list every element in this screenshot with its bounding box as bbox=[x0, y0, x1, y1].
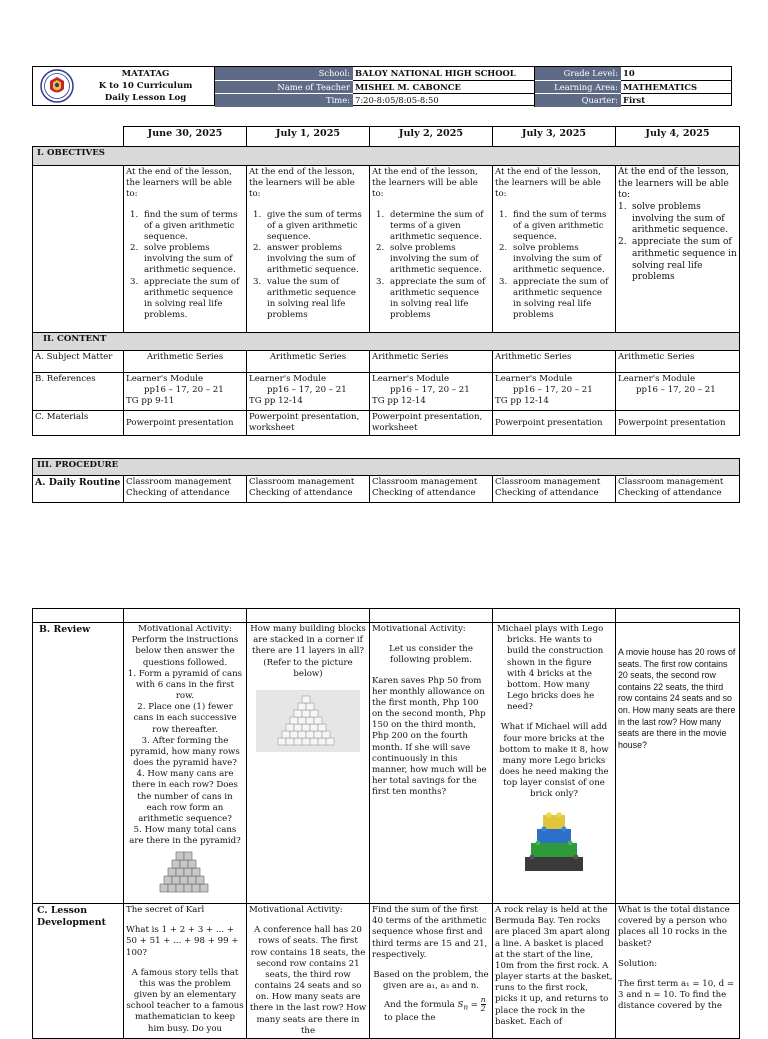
date-col-1: June 30, 2025 bbox=[124, 127, 247, 147]
list-item: 2. appreciate the sum of arithmetic sequence in solving real life problems bbox=[618, 237, 737, 283]
list-item: 2. solve problems involving the sum of arithmetic sequence. bbox=[499, 243, 605, 276]
lesson-cell-1: The secret of Karl What is 1 + 2 + 3 + ... + 50 + 51 + ... + 98 + 99 + 100? A famous story tells that this was the problem given by an elementary school teacher to a famous mathematician to keep him busy. Do you bbox=[124, 904, 247, 1039]
objectives-intro: At the end of the lesson, the learners will be able to: bbox=[126, 167, 232, 200]
objectives-intro: At the end of the lesson, the learners will be able to: bbox=[618, 167, 729, 201]
subject-cell: Arithmetic Series bbox=[493, 351, 616, 373]
grade-level-label: Grade Level: bbox=[535, 67, 621, 81]
objectives-cell-4 bbox=[493, 166, 616, 333]
stacked-blocks-image-icon bbox=[256, 690, 360, 752]
subject-cell: Arithmetic Series bbox=[247, 351, 370, 373]
subject-cell: Arithmetic Series bbox=[370, 351, 493, 373]
list-item: 1. find the sum of terms of a given arithmetic sequence. bbox=[130, 209, 238, 242]
references-label: B. References bbox=[33, 373, 124, 411]
routine-cell: Classroom management Checking of attendance bbox=[370, 476, 493, 503]
reference-cell: Learner's Module pp16 – 17, 20 – 21 TG pp 9-11 bbox=[124, 373, 247, 411]
objectives-row bbox=[33, 166, 740, 333]
references-row bbox=[33, 373, 740, 411]
materials-label: C. Materials bbox=[33, 411, 124, 436]
reference-cell: Learner's Module pp16 – 17, 20 – 21 TG pp 12-14 bbox=[493, 373, 616, 411]
header-info-grid bbox=[215, 67, 731, 105]
can-pyramid-image-icon bbox=[156, 851, 214, 893]
procedure-heading: III. PROCEDURE bbox=[33, 459, 740, 476]
date-col-5: July 4, 2025 bbox=[616, 127, 740, 147]
list-item: 1. solve problems involving the sum of arithmetic sequence. bbox=[618, 202, 729, 236]
review-cell-3: Motivational Activity: Let us consider the following problem. Karen saves Php 50 from her monthly allowance on the first month, Php 100 on the second month, Php 150 on the third month, Php 200 on the fourth month. If she will save continuously in this manner, how much will be her total savings for the first ten months? bbox=[370, 623, 493, 904]
learning-area-label: Learning Area: bbox=[535, 81, 621, 95]
learning-area-value: MATHEMATICS bbox=[621, 81, 731, 95]
list-item: 3. appreciate the sum of arithmetic sequence in solving real life problems. bbox=[130, 276, 240, 321]
date-col-4: July 3, 2025 bbox=[493, 127, 616, 147]
subject-cell: Arithmetic Series bbox=[616, 351, 740, 373]
date-col-3: July 2, 2025 bbox=[370, 127, 493, 147]
materials-cell: Powerpoint presentation, worksheet bbox=[247, 411, 370, 436]
header-title-line-1: MATATAG bbox=[121, 69, 170, 79]
header-title-cell bbox=[33, 67, 215, 105]
list-item: 3. appreciate the sum of arithmetic sequence in solving real life problems bbox=[499, 276, 609, 321]
objectives-cell-3 bbox=[370, 166, 493, 333]
review-cell-5: A movie house has 20 rows of seats. The first row contains 20 seats, the second row contains 22 seats, the third row contains 24 seats and so on. How many seats are there in the last row? How many seats are there in the movie house? bbox=[616, 623, 740, 904]
materials-cell: Powerpoint presentation bbox=[616, 411, 740, 436]
date-header-row bbox=[33, 127, 740, 147]
review-label: B. Review bbox=[33, 623, 124, 904]
header-title bbox=[77, 68, 214, 104]
procedure-continued-table bbox=[32, 608, 740, 1039]
routine-cell: Classroom management Checking of attendance bbox=[493, 476, 616, 503]
school-label: School: bbox=[215, 67, 353, 81]
lesson-cell-2: Motivational Activity: A conference hall has 20 rows of seats. The first row contains 18 seats, the second row contains 21 seats, the third row contains 24 seats and so on. How many seats are there in the last row? How many seats are there in the bbox=[247, 904, 370, 1039]
objectives-intro: At the end of the lesson, the learners will be able to: bbox=[249, 167, 355, 200]
lesson-cell-4: A rock relay is held at the Bermuda Bay. Ten rocks are placed 3m apart along a line. A basket is placed at the start of the line, 10m from the first rock. A player starts at the basket, runs to the first rock, picks it up, and returns to place the rock in the basket. Each of bbox=[493, 904, 616, 1039]
list-item: 2. solve problems involving the sum of arithmetic sequence. bbox=[376, 243, 482, 276]
materials-cell: Powerpoint presentation, worksheet bbox=[370, 411, 493, 436]
routine-cell: Classroom management Checking of attendance bbox=[247, 476, 370, 503]
objectives-cell-5 bbox=[616, 166, 740, 333]
list-item: 1. find the sum of terms of a given arithmetic sequence. bbox=[499, 209, 607, 242]
review-row bbox=[33, 623, 740, 904]
daily-routine-row bbox=[33, 476, 740, 503]
materials-cell: Powerpoint presentation bbox=[493, 411, 616, 436]
review-cell-1: Motivational Activity: Perform the instructions below then answer the questions followed. 1. Form a pyramid of cans with 6 cans in the first row. 2. Place one (1) fewer cans in each successive row thereafter. 3. After forming the pyramid, how many rows does the pyramid have? 4. How many cans are there in each row? Does the number of cans in each row form an arithmetic sequence? 5. How many total cans are there in the pyramid? bbox=[124, 623, 247, 904]
routine-cell: Classroom management Checking of attendance bbox=[124, 476, 247, 503]
objectives-intro: At the end of the lesson, the learners will be able to: bbox=[495, 167, 601, 200]
deped-seal-icon bbox=[37, 69, 77, 103]
header-title-line-2: K to 10 Curriculum bbox=[98, 81, 193, 91]
reference-cell: Learner's Module pp16 – 17, 20 – 21 bbox=[616, 373, 740, 411]
objectives-intro: At the end of the lesson, the learners will be able to: bbox=[372, 167, 478, 200]
subject-matter-row bbox=[33, 351, 740, 373]
objectives-heading: I. OBECTIVES bbox=[33, 147, 740, 166]
daily-routine-label: A. Daily Routine bbox=[33, 476, 124, 503]
teacher-label: Name of Teacher bbox=[215, 81, 353, 95]
review-cell-4: Michael plays with Lego bricks. He wants to build the construction shown in the figure with 4 bricks at the bottom. How many Lego bricks does he need? What if Michael will add four more bricks at the bottom to make it 8, how many more Lego bricks does he need making the top layer consist of one brick only? bbox=[493, 623, 616, 904]
lesson-development-row bbox=[33, 904, 740, 1039]
list-item: 1. give the sum of terms of a given arithmetic sequence. bbox=[253, 209, 362, 242]
objectives-cell-1 bbox=[124, 166, 247, 333]
date-col-2: July 1, 2025 bbox=[247, 127, 370, 147]
quarter-label: Quarter: bbox=[535, 94, 621, 107]
list-item: 2. solve problems involving the sum of arithmetic sequence. bbox=[130, 243, 236, 276]
procedure-table bbox=[32, 458, 740, 503]
lesson-cell-5: What is the total distance covered by a person who places all 10 rocks in the basket? Solution: The first term a₁ = 10, d = 3 and n = 10. To find the distance covered by the bbox=[616, 904, 740, 1039]
reference-cell: Learner's Module pp16 – 17, 20 – 21 TG pp 12-14 bbox=[247, 373, 370, 411]
routine-cell: Classroom management Checking of attendance bbox=[616, 476, 740, 503]
lego-tower-image-icon bbox=[523, 809, 585, 875]
time-label: Time: bbox=[215, 94, 353, 107]
teacher-value: MISHEL M. CABONCE bbox=[353, 81, 535, 95]
list-item: 3. value the sum of arithmetic sequence in solving real life problems bbox=[253, 276, 357, 321]
lesson-log-table-top bbox=[32, 126, 740, 436]
formula-fraction: $\frac{n}{2}$ bbox=[480, 995, 486, 1014]
time-value: 7:20-8:05/8:05-8:50 bbox=[353, 94, 535, 107]
header-block bbox=[32, 66, 732, 106]
lesson-development-label: C. Lesson Development bbox=[33, 904, 124, 1039]
list-item: 1. determine the sum of terms of a given arithmetic sequence. bbox=[376, 209, 484, 242]
subject-cell: Arithmetic Series bbox=[124, 351, 247, 373]
list-item: 2. answer problems involving the sum of arithmetic sequence. bbox=[253, 243, 359, 276]
header-title-line-3: Daily Lesson Log bbox=[104, 93, 187, 103]
school-value: BALOY NATIONAL HIGH SCHOOL bbox=[353, 67, 535, 81]
materials-cell: Powerpoint presentation bbox=[124, 411, 247, 436]
sum-formula-symbol: $S_n$ = bbox=[457, 1000, 481, 1012]
grade-level-value: 10 bbox=[621, 67, 731, 81]
list-item: 3. appreciate the sum of arithmetic sequence in solving real life problems bbox=[376, 276, 486, 321]
subject-matter-label: A. Subject Matter bbox=[33, 351, 124, 373]
review-cell-2: How many building blocks are stacked in a corner if there are 11 layers in all? (Refer to the picture below) bbox=[247, 623, 370, 904]
quarter-value: First bbox=[623, 95, 646, 106]
lesson-cell-3: Find the sum of the first 40 terms of the arithmetic sequence whose first and third terms are 15 and 21, respectively. Based on the problem, the given are a₁, a₃ and n. And the formula $S_n$ = $\frac{n}{2}$ to place the bbox=[370, 904, 493, 1039]
materials-row bbox=[33, 411, 740, 436]
content-heading: II. CONTENT bbox=[33, 333, 740, 351]
reference-cell: Learner's Module pp16 – 17, 20 – 21 TG pp 12-14 bbox=[370, 373, 493, 411]
objectives-cell-2 bbox=[247, 166, 370, 333]
